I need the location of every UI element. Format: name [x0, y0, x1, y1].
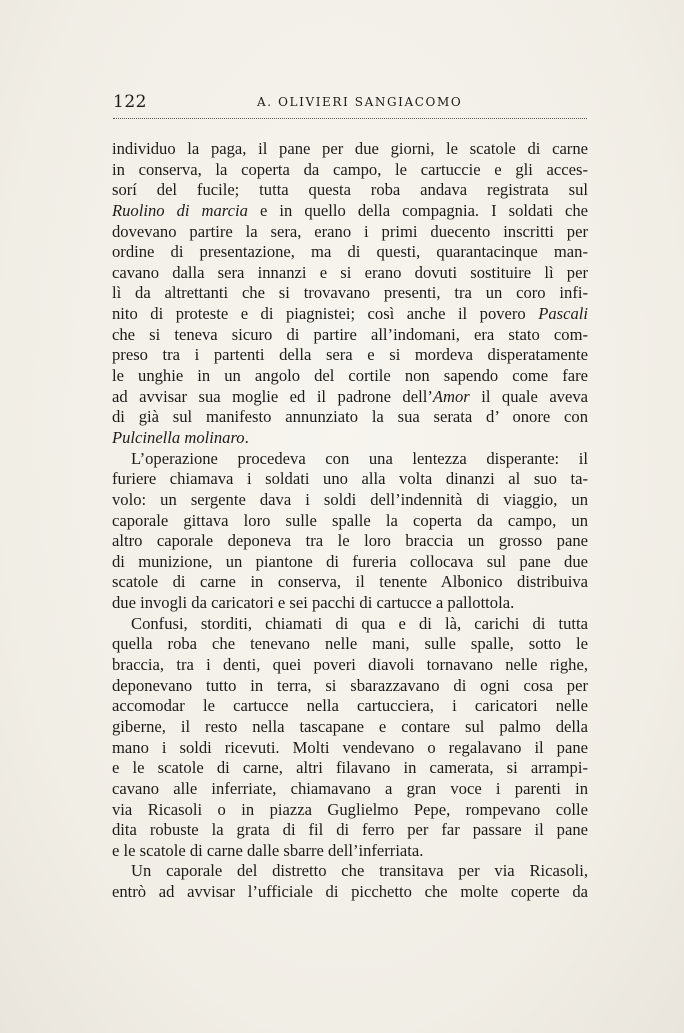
text-line: Ruolino di marcia e in quello della compagnia. I soldati che — [112, 200, 588, 220]
running-title: A. OLIVIERI SANGIACOMO — [257, 95, 463, 109]
text-line: Confusi, storditi, chiamati di qua e di là, carichi di tutta — [131, 613, 588, 633]
text-line: quella roba che tenevano nelle mani, sulle spalle, sotto le — [112, 634, 588, 654]
text-line: preso tra i partenti della sera e si mordeva disperatamente — [112, 345, 588, 365]
text-line: ordine di presentazione, ma di questi, quarantacinque man- — [112, 242, 588, 262]
text-line: e le scatole di carne dalle sbarre dell’inferriata. — [112, 840, 424, 860]
body-text — [112, 139, 588, 903]
text-line: due invogli da caricatori e sei pacchi di cartucce a pallottola. — [112, 593, 515, 613]
text-line: volo: un sergente dava i soldi dell’indennità di viaggio, un — [112, 489, 588, 509]
text-line: entrò ad avvisar l’ufficiale di picchetto che molte coperte da — [112, 882, 588, 902]
text-line: individuo la paga, il pane per due giorni, le scatole di carne — [112, 139, 588, 158]
text-line: cavano alle inferriate, chiamavano a gran voce i parenti in — [112, 778, 588, 798]
text-line: accomodar le cartucce nella cartucciera, i caricatori nelle — [112, 696, 588, 716]
text-line: nito di proteste e di piagnistei; così anche il povero Pascali — [112, 304, 588, 324]
text-line: via Ricasoli o in piazza Guglielmo Pepe, rompevano colle — [112, 799, 588, 819]
text-line: scatole di carne in conserva, il tenente Albonico distribuiva — [112, 572, 588, 592]
page-number: 122 — [113, 92, 147, 112]
text-line: lì da altrettanti che si trovavano presenti, tra un coro infi- — [112, 283, 588, 303]
text-line: le unghie in un angolo del cortile non sapendo come fare — [112, 366, 588, 386]
text-line: giberne, il resto nella tascapane e contare sul palmo della — [112, 716, 588, 736]
text-line: Un caporale del distretto che transitava per via Ricasoli, — [131, 861, 588, 881]
running-head — [113, 92, 587, 116]
text-line: braccia, tra i denti, quei poveri diavoli tornavano nelle righe, — [112, 655, 588, 675]
text-line: furiere chiamava i soldati uno alla volta dinanzi al suo ta- — [112, 469, 588, 489]
text-line: in conserva, la coperta da campo, le cartuccie e gli acces- — [112, 159, 588, 179]
text-line: dita robuste la grata di fil di ferro per far passare il pane — [112, 820, 588, 840]
text-line: ad avvisar sua moglie ed il padrone dell’Amor il quale aveva — [112, 386, 588, 406]
text-line: e le scatole di carne, altri filavano in camerata, si arrampi- — [112, 758, 588, 778]
text-line: di già sul manifesto annunziato la sua serata d’ onore con — [112, 407, 588, 427]
text-line: altro caporale deponeva tra le loro braccia un grosso pane — [112, 531, 588, 551]
text-line: dovevano partire la sera, erano i primi duecento inscritti per — [112, 221, 588, 241]
text-line: cavano dalla sera innanzi e si erano dovuti sostituire lì per — [112, 262, 588, 282]
text-line: mano i soldi ricevuti. Molti vendevano o regalavano il pane — [112, 737, 588, 757]
text-line: L’operazione procedeva con una lentezza disperante: il — [131, 448, 588, 468]
text-line: sorí del fucile; tutta questa roba andava registrata sul — [112, 180, 588, 200]
text-line: deponevano tutto in terra, si sbarazzavano di ogni cosa per — [112, 675, 588, 695]
text-line: Pulcinella molinaro. — [112, 427, 249, 447]
text-line: di munizione, un piantone di fureria collocava sul pane due — [112, 551, 588, 571]
text-line: caporale gittava loro sulle spalle la coperta da campo, un — [112, 510, 588, 530]
text-line: che si teneva sicuro di partire all’indomani, era stato com- — [112, 324, 588, 344]
header-rule — [113, 118, 587, 119]
